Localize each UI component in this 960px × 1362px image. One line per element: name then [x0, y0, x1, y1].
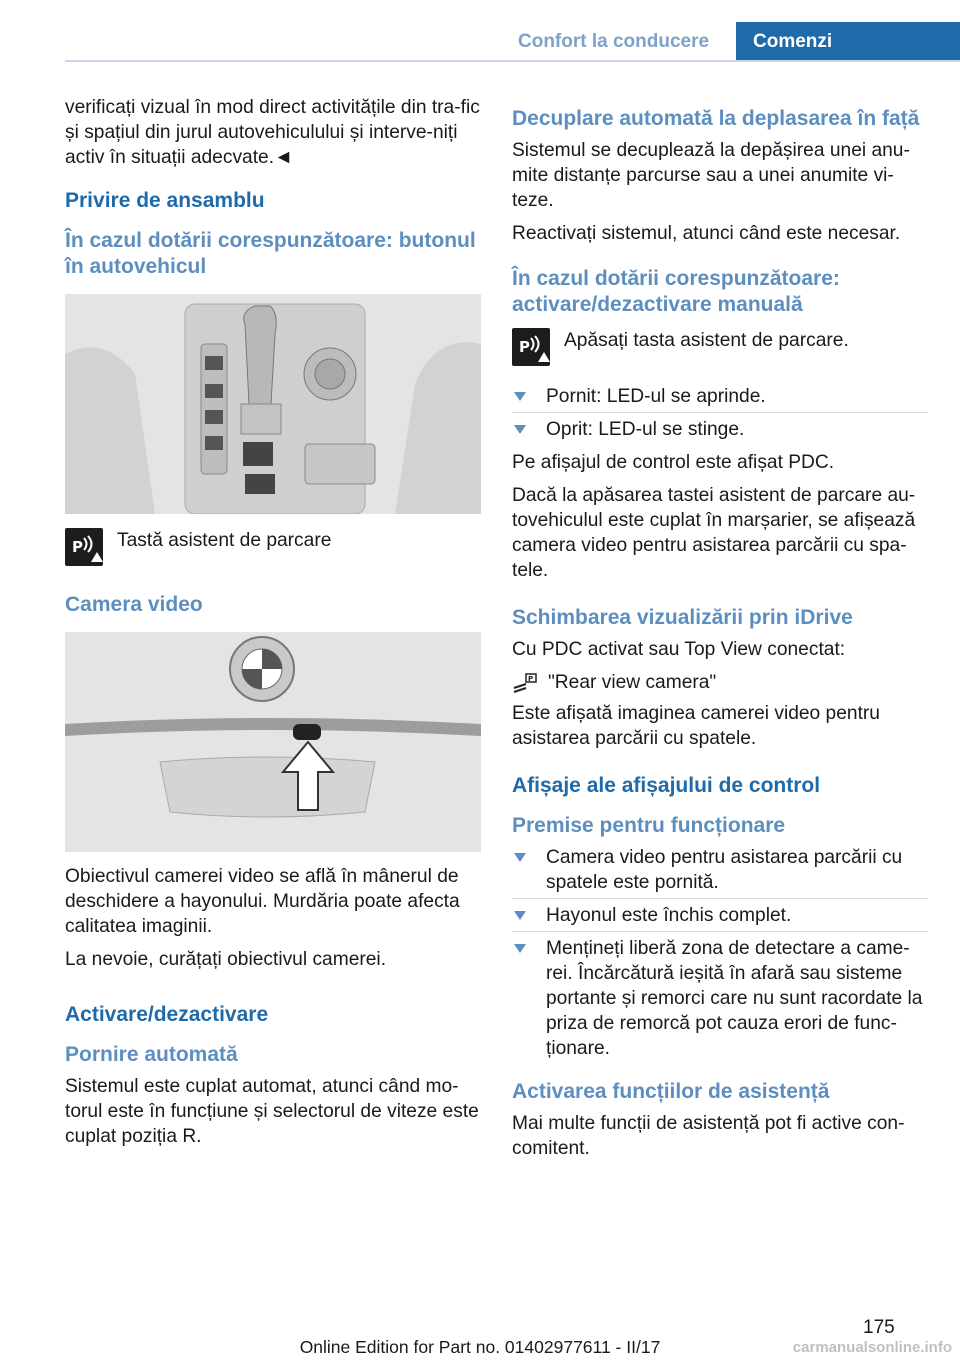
watermark: carmanualsonline.info	[792, 1339, 952, 1356]
heading-camera: Camera video	[65, 593, 203, 616]
heading-auto-start: Pornire automată	[65, 1043, 238, 1066]
switch-text: Cu PDC activat sau Top View conectat:	[512, 639, 846, 660]
park-assist-icon	[512, 328, 550, 366]
park-assist-caption: Tastă asistent de parcare	[117, 530, 332, 551]
camera-text-1: Obiectivul camerei video se află în mânerul de deschidere a hayonului. Murdăria poate afecta calitatea imaginii.	[65, 866, 460, 937]
heading-switch-view: Schimbarea vizualizării prin iDrive	[512, 606, 853, 629]
intro-text: verificați vizual în mod direct activitățile din tra-fic și spațiul din jurul autovehiculului și interve-niți activ în situații adecvate.◄	[65, 97, 480, 168]
auto-off-text-1: Sistemul se decuplează la depășirea unei anu-mite distanțe parcurse sau a unei anumite vi-teze.	[512, 140, 910, 211]
list-item: Camera video pentru asistarea parcării cu spatele este pornită.	[512, 845, 928, 895]
park-assist-icon	[65, 528, 103, 566]
park-assist-caption-row	[65, 528, 481, 566]
page-number: 175	[863, 1317, 895, 1338]
auto-start-text: Sistemul este cuplat automat, atunci când mo-torul este în funcțiune și selectorul de viteze este cuplat poziția R.	[65, 1076, 479, 1147]
console-photo	[65, 294, 481, 514]
rear-view-camera-icon	[512, 672, 540, 694]
heading-activation: Activare/dezactivare	[65, 1003, 269, 1026]
rear-view-menu-item	[512, 670, 928, 695]
auto-off-text-2: Reactivați sistemul, atunci când este necesar.	[512, 223, 901, 244]
svg-text:P: P	[528, 674, 534, 683]
rear-view-menu-label: "Rear view camera"	[548, 672, 717, 693]
heading-button: În cazul dotării corespunzătoare: butonul în autovehicul	[65, 229, 476, 278]
assist-text: Mai multe funcții de asistență pot fi active con-comitent.	[512, 1113, 905, 1159]
section-tab[interactable]: Comenzi	[736, 22, 960, 62]
svg-text:P: P	[519, 338, 530, 356]
manual-list	[512, 384, 928, 442]
heading-assist: Activarea funcțiilor de asistență	[512, 1080, 830, 1103]
manual-text-1: Pe afișajul de control este afișat PDC.	[512, 452, 835, 473]
camera-text-2: La nevoie, curățați obiectivul camerei.	[65, 949, 387, 970]
manual-instruction: Apăsați tasta asistent de parcare.	[564, 330, 849, 351]
list-item: Hayonul este închis complet.	[512, 903, 928, 928]
left-column	[65, 95, 481, 1157]
list-item: Mențineți liberă zona de detectare a came-rei. Încărcătură ieșită în afară sau sisteme portante și remorci care nu sunt racordate la priza de remorcă pot cauza erori de func-ționare.	[512, 936, 928, 1061]
svg-text:P: P	[72, 538, 83, 556]
right-column	[512, 106, 928, 1169]
footer-edition: Online Edition for Part no. 01402977611 - II/17	[299, 1337, 661, 1357]
list-item: Pornit: LED-ul se aprinde.	[512, 384, 928, 409]
heading-auto-off: Decuplare automată la deplasarea în față	[512, 107, 920, 130]
list-item: Oprit: LED-ul se stinge.	[512, 417, 928, 442]
heading-overview: Privire de ansamblu	[65, 189, 265, 212]
heading-manual: În cazul dotării corespunzătoare: activare/dezactivare manuală	[512, 267, 840, 316]
switch-text-2: Este afișată imaginea camerei video pentru asistarea parcării cu spatele.	[512, 703, 880, 749]
page-header	[0, 0, 960, 62]
breadcrumb[interactable]: Confort la conducere	[518, 31, 710, 52]
manual-instruction-row	[512, 328, 928, 366]
camera-photo	[65, 632, 481, 852]
prereq-list	[512, 845, 928, 1061]
heading-displays: Afișaje ale afișajului de control	[512, 774, 821, 797]
manual-text-2: Dacă la apăsarea tastei asistent de parcare au-tovehiculul este cuplat în marșarier, se afișează camera video pentru asistarea parcării cu spa-tele.	[512, 485, 916, 581]
header-rule	[65, 60, 960, 62]
heading-prerequisites: Premise pentru funcționare	[512, 814, 786, 837]
